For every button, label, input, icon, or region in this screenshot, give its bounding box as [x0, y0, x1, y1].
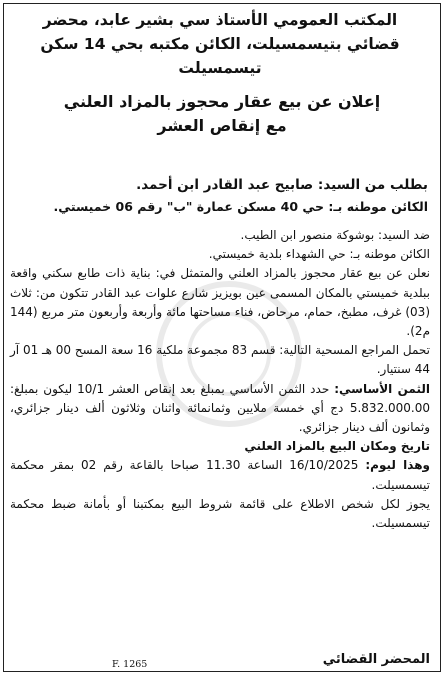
announcement-title: [14, 90, 430, 138]
header: [10, 8, 430, 80]
requester-block: [10, 174, 428, 218]
sale-date-text: 16/10/2025 الساعة 11.30 صباحا بالقاعة رقم 02 بمقر محكمة تيسمسيلت.: [10, 458, 430, 492]
sale-date-label: وهذا ليوم:: [365, 458, 430, 473]
sale-date-heading: تاريخ ومكان البيع بالمزاد العلني: [244, 439, 430, 454]
requester-name: بطلب من السيد: صابيح عبد القادر ابن أحمد.: [136, 177, 428, 193]
price-label: الثمن الأساسي:: [334, 381, 430, 396]
announcement-body: [10, 226, 430, 533]
title-line-2: مع إنقاص العشر: [157, 116, 287, 135]
announcement-frame: [3, 3, 441, 672]
cadastre-references: تحمل المراجع المسحية التالية: قسم 83 مجموعة ملكية 16 سعة المسح 00 هـ 01 آر 44 سنتيار.: [10, 343, 430, 377]
defendant-name: ضد السيد: بوشوكة منصور ابن الطيب.: [240, 228, 430, 242]
price-paragraph: [10, 380, 430, 438]
defendant-address: الكائن موطنه بـ: حي الشهداء بلدية خميستي.: [208, 247, 430, 262]
property-description: نعلن عن بيع عقار محجوز بالمزاد العلني والمتمثل في: بناية ذات طابع سكني واقعة ببلدية خميستي بالمكان المسمى عين بويزيز شارع علوات عبد القادر تتكون من: ثلاث (03) غرف، مطبخ، حمام، مرحاض، فناء مساحتها مائة وأربعة وأربعون متر مربع (144 م2).: [10, 266, 430, 339]
header-line-1: المكتب العمومي الأستاذ سي بشير عابد، محضر: [42, 11, 398, 29]
price-text: حدد الثمن الأساسي بمبلغ بعد إنقاص العشر 10/1 ليكون بمبلغ: 5.832.000.00 دج أي خمسة ملايين وثمانمائة واثنان وثلاثون ألف دينار جزائري، وثمانون ألف دينار جزائري.: [10, 381, 430, 435]
header-line-2: قضائي بتيسمسيلت، الكائن مكتبه بحي 14 سكن تيسمسيلت: [40, 35, 400, 77]
sale-terms: يجوز لكل شخص الاطلاع على قائمة شروط البيع بمكتبنا أو بأمانة ضبط محكمة تيسمسيلت.: [10, 496, 430, 531]
title-line-1: إعلان عن بيع عقار محجوز بالمزاد العلني: [63, 92, 381, 111]
requester-address: الكائن موطنه بـ: حي 40 مسكن عمارة "ب" رقم 06 خميستي.: [53, 199, 428, 214]
sale-date-paragraph: [10, 456, 430, 494]
reference-code: F. 1265: [112, 659, 148, 670]
signature: المحضر القضائي: [322, 652, 430, 667]
